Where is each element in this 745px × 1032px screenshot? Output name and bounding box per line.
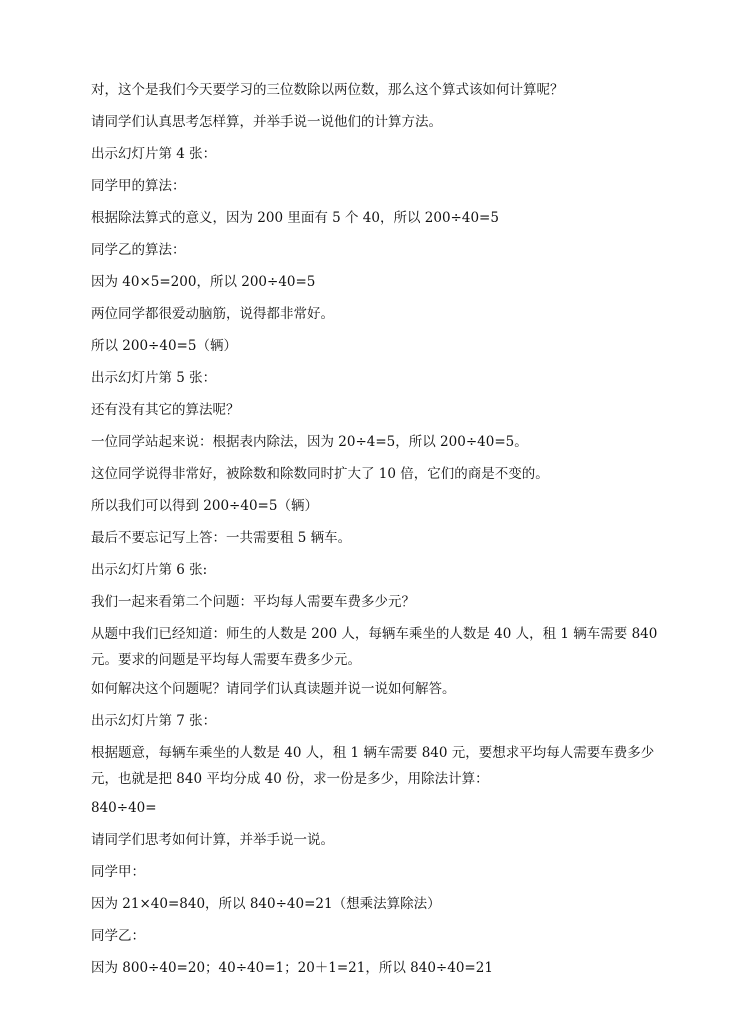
text-line: 同学乙的算法： <box>91 242 186 258</box>
text-paragraph: 从题中我们已经知道：师生的人数是 200 人，每辆车乘坐的人数是 40 人，租 1 辆车需要 840 元。要求的问题是平均每人需要车费多少元。 <box>91 626 658 668</box>
text-line: 一位同学站起来说：根据表内除法，因为 20÷4=5，所以 200÷40=5。 <box>91 434 528 450</box>
text-line: 同学甲： <box>91 864 145 880</box>
text-line: 出示幻灯片第 5 张： <box>91 370 217 386</box>
text-line: 如何解决这个问题呢？请同学们认真读题并说一说如何解答。 <box>91 681 456 697</box>
text-line: 请同学们认真思考怎样算，并举手说一说他们的计算方法。 <box>91 114 442 130</box>
text-line: 因为 800÷40=20；40÷40=1；20＋1=21，所以 840÷40=21 <box>91 960 493 976</box>
formula-line: 840÷40= <box>91 800 157 816</box>
text-line: 请同学们思考如何计算，并举手说一说。 <box>91 832 334 848</box>
text-line: 同学乙： <box>91 928 145 944</box>
text-line: 因为 21×40=840，所以 840÷40=21（想乘法算除法） <box>91 896 441 912</box>
text-line: 出示幻灯片第 6 张: <box>91 562 208 578</box>
text-line: 所以我们可以得到 200÷40=5（辆） <box>91 498 318 514</box>
text-line: 根据除法算式的意义，因为 200 里面有 5 个 40，所以 200÷40=5 <box>91 210 499 226</box>
text-line: 所以 200÷40=5（辆） <box>91 338 237 354</box>
text-line: 对，这个是我们今天要学习的三位数除以两位数，那么这个算式该如何计算呢？ <box>91 82 564 98</box>
text-line: 我们一起来看第二个问题：平均每人需要车费多少元？ <box>91 594 415 610</box>
text-line: 两位同学都很爱动脑筋，说得都非常好。 <box>91 306 334 322</box>
text-line: 还有没有其它的算法呢？ <box>91 402 240 418</box>
text-line: 出示幻灯片第 4 张： <box>91 146 217 162</box>
text-line: 因为 40×5=200，所以 200÷40=5 <box>91 274 316 290</box>
document-page <box>91 80 666 990</box>
text-line: 出示幻灯片第 7 张： <box>91 713 217 729</box>
text-paragraph: 根据题意，每辆车乘坐的人数是 40 人，租 1 辆车需要 840 元，要想求平均每人需要车费多少元，也就是把 840 平均分成 40 份，求一份是多少，用除法计算： <box>91 745 655 787</box>
text-line: 最后不要忘记写上答：一共需要租 5 辆车。 <box>91 530 352 546</box>
text-line: 这位同学说得非常好，被除数和除数同时扩大了 10 倍，它们的商是不变的。 <box>91 466 549 482</box>
text-line: 同学甲的算法： <box>91 178 186 194</box>
